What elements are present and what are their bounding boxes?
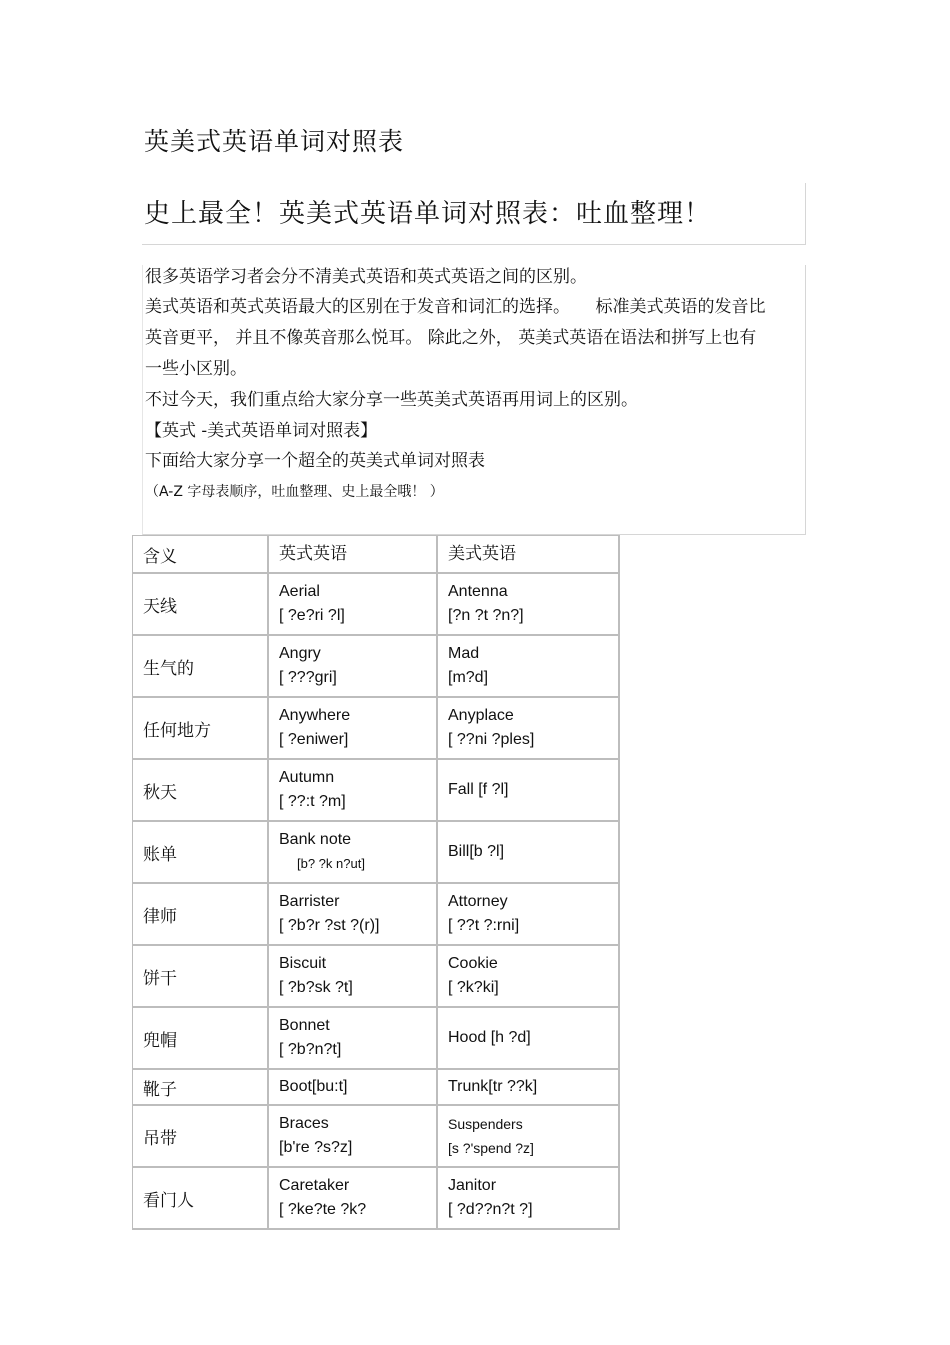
meaning-cell: 律师 <box>133 884 269 946</box>
american-word: Suspenders <box>448 1116 523 1132</box>
american-cell <box>438 822 620 884</box>
american-cell <box>438 574 620 636</box>
american-word: Cookie <box>448 955 498 972</box>
british-ipa: [ ???gri] <box>279 669 337 686</box>
british-cell <box>269 1070 438 1106</box>
header-american: 美式英语 <box>438 536 620 574</box>
intro-line: 不过今天，我们重点给大家分享一些英美式英语再用词上的区别。 <box>145 390 638 410</box>
british-cell <box>269 574 438 636</box>
table-row <box>133 822 620 884</box>
american-word: Fall [f ?l] <box>448 781 509 798</box>
american-cell <box>438 1070 620 1106</box>
british-cell <box>269 1168 438 1230</box>
british-ipa: [ ?b?sk ?t] <box>279 979 353 996</box>
british-word: Biscuit <box>279 955 327 972</box>
meaning-cell: 账单 <box>133 822 269 884</box>
table-row <box>133 636 620 698</box>
american-ipa: [ ??t ?:rni] <box>448 917 520 934</box>
british-word: Braces <box>279 1115 329 1132</box>
american-word: Antenna <box>448 583 508 600</box>
intro-line: 英音更平， 并且不像英音那么悦耳。 除此之外， 英美式英语在语法和拼写上也有 <box>145 328 757 348</box>
british-ipa: [ ?eniwer] <box>279 731 349 748</box>
british-ipa: [b? ?k n?ut] <box>297 856 365 871</box>
table-row <box>133 946 620 1008</box>
meaning-cell: 饼干 <box>133 946 269 1008</box>
british-cell <box>269 884 438 946</box>
meaning-cell: 看门人 <box>133 1168 269 1230</box>
american-cell <box>438 884 620 946</box>
american-ipa: [ ?k?ki] <box>448 979 499 996</box>
british-ipa: [ ?e?ri ?l] <box>279 607 345 624</box>
table-row <box>133 574 620 636</box>
american-ipa: [ ??ni ?ples] <box>448 731 535 748</box>
british-word: Boot[bu:t] <box>279 1078 348 1095</box>
intro-line: 很多英语学习者会分不清美式英语和英式英语之间的区别。 <box>145 267 587 287</box>
table-row <box>133 698 620 760</box>
british-ipa: [ ?b?n?t] <box>279 1041 342 1058</box>
table-row <box>133 1168 620 1230</box>
header-meaning: 含义 <box>133 536 269 574</box>
meaning-cell: 吊带 <box>133 1106 269 1168</box>
british-word: Autumn <box>279 769 335 786</box>
british-word: Anywhere <box>279 707 351 724</box>
meaning-cell: 任何地方 <box>133 698 269 760</box>
meaning-cell: 生气的 <box>133 636 269 698</box>
american-word: Bill[b ?l] <box>448 843 505 860</box>
meaning-cell: 天线 <box>133 574 269 636</box>
american-cell <box>438 636 620 698</box>
american-ipa: [s ?'spend ?z] <box>448 1140 534 1156</box>
headline-box <box>142 183 806 245</box>
british-cell <box>269 1008 438 1070</box>
american-cell <box>438 1168 620 1230</box>
american-word: Trunk[tr ??k] <box>448 1078 538 1095</box>
american-cell <box>438 1008 620 1070</box>
british-word: Barrister <box>279 893 340 910</box>
american-ipa: [?n ?t ?n?] <box>448 607 524 624</box>
american-cell <box>438 760 620 822</box>
british-cell <box>269 822 438 884</box>
article-headline: 史上最全！英美式英语单词对照表：吐血整理！ <box>144 199 712 229</box>
american-cell <box>438 946 620 1008</box>
vocabulary-table <box>132 535 620 1230</box>
american-word: Attorney <box>448 893 508 910</box>
american-word: Mad <box>448 645 480 662</box>
british-word: Angry <box>279 645 321 662</box>
table-row <box>133 1106 620 1168</box>
header-british: 英式英语 <box>269 536 438 574</box>
table-row <box>133 884 620 946</box>
intro-box <box>142 265 806 535</box>
american-word: Janitor <box>448 1177 497 1194</box>
british-word: Bank note <box>279 831 352 848</box>
american-ipa: [ ?d??n?t ?] <box>448 1201 533 1218</box>
british-ipa: [ ??:t ?m] <box>279 793 346 810</box>
document-title: 英美式英语单词对照表 <box>144 127 405 156</box>
british-cell <box>269 1106 438 1168</box>
american-word: Hood [h ?d] <box>448 1029 531 1046</box>
intro-line: 下面给大家分享一个超全的英美式单词对照表 <box>145 451 485 471</box>
british-cell <box>269 760 438 822</box>
intro-line: 一些小区别。 <box>145 359 247 379</box>
meaning-cell: 靴子 <box>133 1070 269 1106</box>
british-cell <box>269 698 438 760</box>
meaning-cell: 兜帽 <box>133 1008 269 1070</box>
british-ipa: [ ?ke?te ?k? <box>279 1201 367 1218</box>
table-header-row <box>133 536 620 574</box>
american-ipa: [m?d] <box>448 669 489 686</box>
intro-line: 美式英语和英式英语最大的区别在于发音和词汇的选择。 标准美式英语的发音比 <box>145 297 766 317</box>
british-cell <box>269 946 438 1008</box>
intro-line: 【英式 -美式英语单词对照表】 <box>145 421 378 441</box>
british-ipa: [b're ?s?z] <box>279 1139 353 1156</box>
british-word: Bonnet <box>279 1017 330 1034</box>
meaning-cell: 秋天 <box>133 760 269 822</box>
american-cell <box>438 698 620 760</box>
intro-note: （A-Z 字母表顺序，吐血整理、史上最全哦！ ） <box>145 484 444 500</box>
british-cell <box>269 636 438 698</box>
british-word: Caretaker <box>279 1177 350 1194</box>
british-ipa: [ ?b?r ?st ?(r)] <box>279 917 380 934</box>
british-word: Aerial <box>279 583 320 600</box>
american-word: Anyplace <box>448 707 514 724</box>
american-cell <box>438 1106 620 1168</box>
table-row <box>133 1070 620 1106</box>
table-row <box>133 760 620 822</box>
table-row <box>133 1008 620 1070</box>
